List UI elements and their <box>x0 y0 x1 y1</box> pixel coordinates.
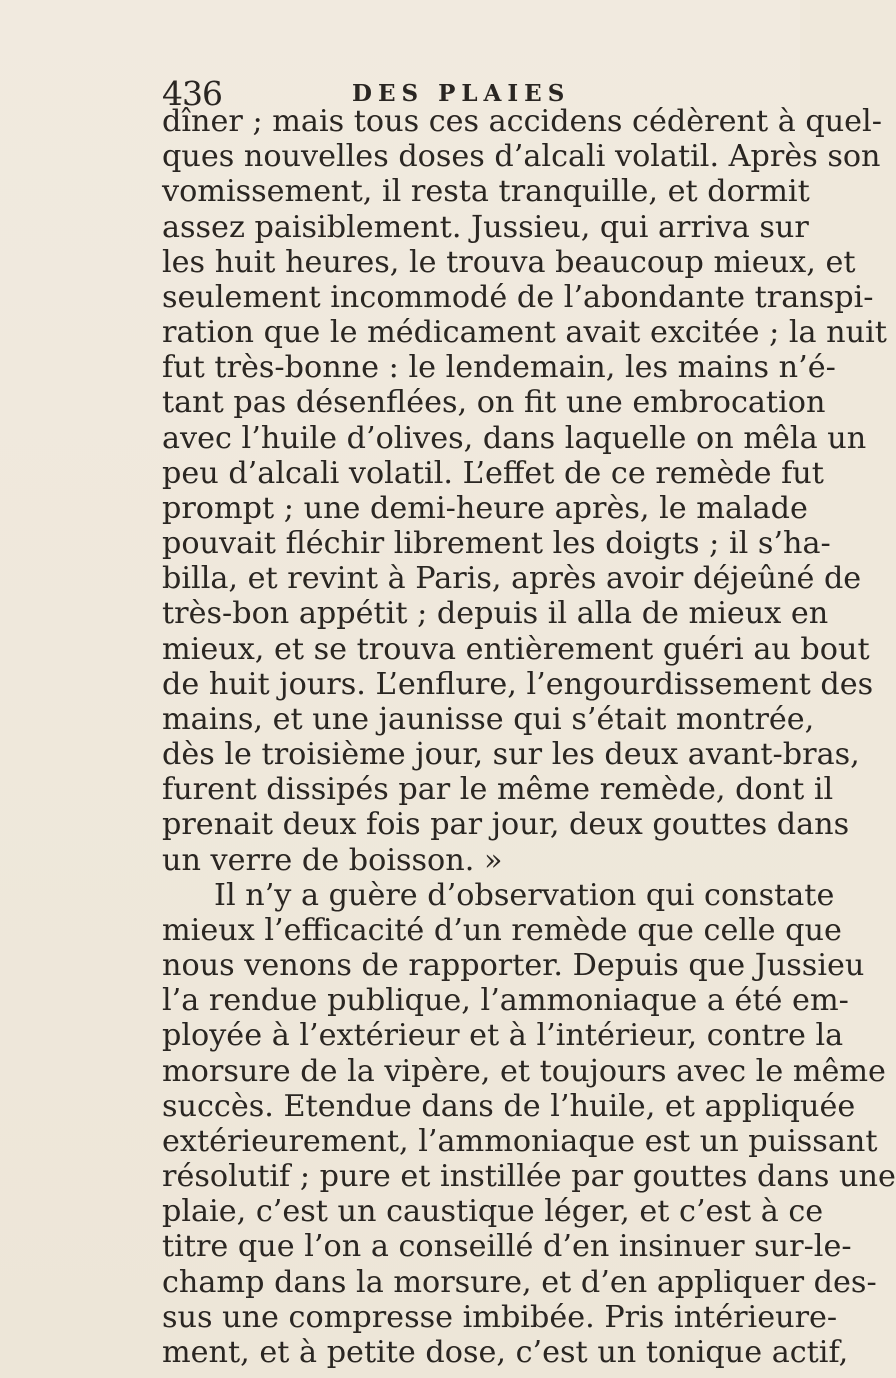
text-line: succès. Etendue dans de l’huile, et appliquée <box>162 1088 856 1124</box>
text-line: prompt ; une demi-heure après, le malade <box>162 490 808 526</box>
text-line: mieux, et se trouva entièrement guéri au bout <box>162 631 870 667</box>
text-line: extérieurement, l’ammoniaque est un puissant <box>162 1123 878 1159</box>
page-number: 436 <box>162 74 222 113</box>
text-line: billa, et revint à Paris, après avoir déjeûné de <box>162 561 862 597</box>
text-line: ration que le médicament avait excitée ; la nuit <box>162 315 887 350</box>
text-line: les huit heures, le trouva beaucoup mieux, et <box>162 244 856 280</box>
text-line: ment, et à petite dose, c’est un tonique actif, <box>162 1334 849 1370</box>
text-line: sus une compresse imbibée. Pris intérieure- <box>162 1299 838 1335</box>
text-line: plaie, c’est un caustique léger, et c’est à ce <box>162 1194 824 1230</box>
text-line: morsure de la vipère, et toujours avec le même <box>162 1053 886 1089</box>
text-line: mains, et une jaunisse qui s’était montrée, <box>162 701 815 737</box>
text-line: ques nouvelles doses d’alcali volatil. Après son <box>162 139 881 175</box>
text-line: assez paisiblement. Jussieu, qui arriva sur <box>162 209 809 245</box>
text-line: de huit jours. L’enflure, l’engourdissement des <box>162 666 874 702</box>
text-line: titre que l’on a conseillé d’en insinuer sur-le- <box>162 1229 852 1265</box>
text-line: vomissement, il resta tranquille, et dormit <box>162 174 810 210</box>
text-line: un verre de boisson. » <box>162 842 503 878</box>
text-line: champ dans la morsure, et d’en appliquer des- <box>162 1264 877 1300</box>
text-line: très-bon appétit ; depuis il alla de mieux en <box>162 596 829 632</box>
text-line: dîner ; mais tous ces accidens cédèrent à quel- <box>162 104 882 139</box>
text-line: avec l’huile d’olives, dans laquelle on mêla un <box>162 420 867 456</box>
text-line: dès le troisième jour, sur les deux avant-bras, <box>162 737 860 772</box>
text-line: furent dissipés par le même remède, dont il <box>162 772 834 808</box>
text-line: tant pas désenflées, on fit une embrocation <box>162 385 826 421</box>
text-line: résolutif ; pure et instillée par gouttes dans une <box>162 1159 896 1194</box>
text-line: ployée à l’extérieur et à l’intérieur, contre la <box>162 1018 844 1054</box>
text-line: l’a rendue publique, l’ammoniaque a été em- <box>162 983 849 1019</box>
text-line: nous venons de rapporter. Depuis que Jussieu <box>162 948 865 983</box>
running-head: DES PLAIES <box>352 80 571 107</box>
text-line: seulement incommodé de l’abondante transpi- <box>162 279 874 315</box>
text-line: fut très-bonne : le lendemain, les mains n’é- <box>162 350 836 386</box>
text-line: peu d’alcali volatil. L’effet de ce remède fut <box>162 455 824 491</box>
text-line: prenait deux fois par jour, deux gouttes dans <box>162 807 850 843</box>
text-line: mieux l’efficacité d’un remède que celle que <box>162 912 842 948</box>
text-line: Il n’y a guère d’observation qui constate <box>214 877 835 913</box>
text-line: pouvait fléchir librement les doigts ; il s’ha- <box>162 526 831 561</box>
